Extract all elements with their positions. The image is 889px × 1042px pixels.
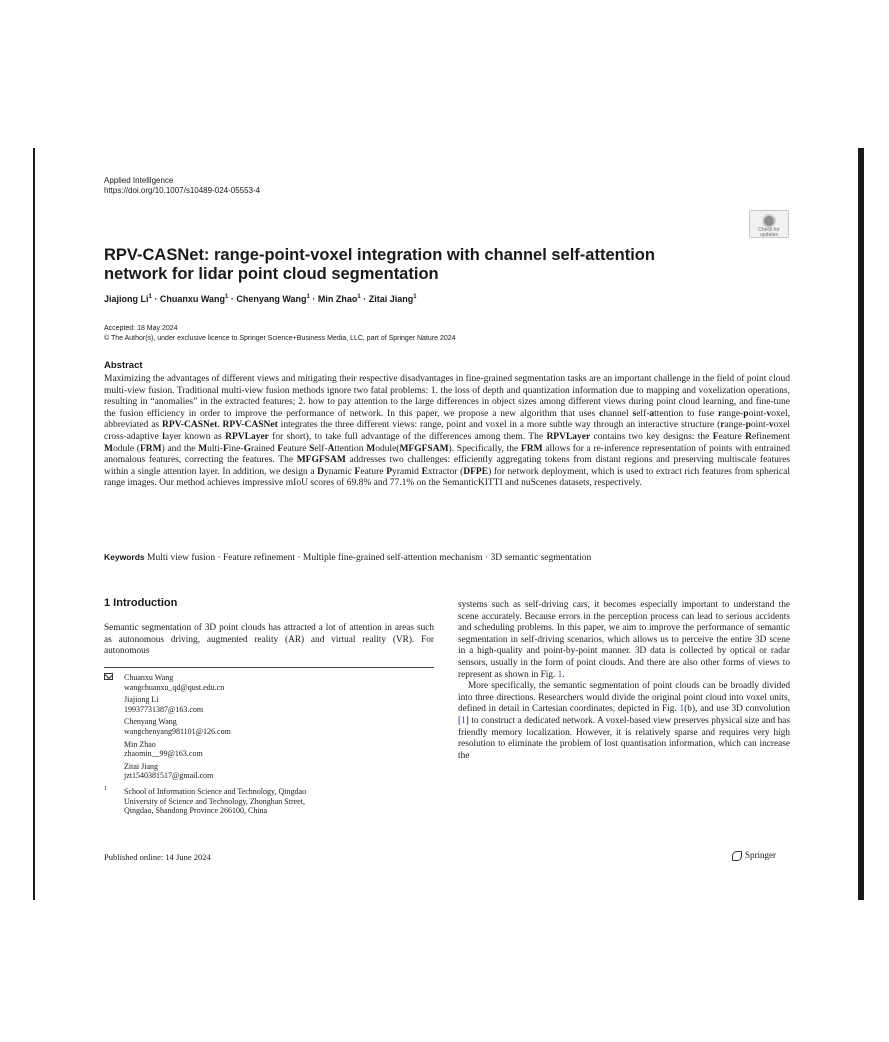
abstract-emphasis: DFPE bbox=[463, 466, 489, 477]
accepted-date: Accepted: 18 May 2024 bbox=[104, 325, 178, 332]
keywords-text: Multi view fusion · Feature refinement · Multiple fine-grained self-attention mechanism · 3D semantic segmentation bbox=[147, 553, 592, 563]
abstract-emphasis: a bbox=[649, 408, 655, 419]
figure-ref-link[interactable]: 1 bbox=[679, 704, 685, 715]
abstract-emphasis: M bbox=[366, 443, 376, 454]
contact-entry bbox=[104, 717, 434, 736]
author-name[interactable]: Chenyang Wang bbox=[236, 294, 307, 304]
journal-header bbox=[104, 176, 260, 196]
abstract-emphasis: v bbox=[766, 408, 772, 419]
author-name[interactable]: Jiajiong Li bbox=[104, 294, 149, 304]
contact-name: Chuanxu Wang bbox=[124, 673, 174, 682]
right-border-bar bbox=[858, 148, 864, 900]
author-affiliation-marker: 1 bbox=[306, 294, 310, 300]
abstract-emphasis: p bbox=[745, 420, 751, 431]
abstract-emphasis: P bbox=[386, 466, 393, 477]
abstract-emphasis: M bbox=[104, 443, 113, 454]
author-name[interactable]: Chuanxu Wang bbox=[159, 294, 226, 304]
affiliation-line: University of Science and Technology, Zhonghan Street, bbox=[124, 796, 305, 806]
contact-entry bbox=[104, 762, 434, 781]
contact-email[interactable]: zhaomin__99@163.com bbox=[124, 749, 203, 759]
abstract-heading: Abstract bbox=[104, 360, 143, 371]
abstract-emphasis: RPVLayer bbox=[546, 431, 591, 442]
abstract-emphasis: F bbox=[712, 431, 719, 442]
abstract-emphasis: r bbox=[720, 420, 725, 431]
paper-page bbox=[104, 176, 790, 876]
abstract-emphasis: RPVLayer bbox=[225, 431, 269, 442]
abstract-emphasis: MFGFSAM bbox=[399, 443, 449, 454]
paper-title: RPV-CASNet: range-point-voxel integration with channel self-attention network for lidar point cloud segmentation bbox=[104, 246, 655, 283]
contact-email[interactable]: wangchuanxu_qd@qust.edu.cn bbox=[124, 682, 225, 692]
intro-paragraph: More specifically, the semantic segmentation of point clouds can be broadly divided into three directions. Researchers would divide the original point cloud into voxel units, defined in detail in Cartesian coordinates, depicted in Fig. 1(b), and use 3D convolution [1] to construct a dedicated network. A voxel-based view preserves physical size and has friendly memory localization. However, it is relatively sparse and requires very high resolution to eliminate the problem of lost quantisation information, which can increase the bbox=[458, 681, 790, 761]
contact-entry bbox=[104, 740, 434, 759]
intro-paragraph: systems such as self-driving cars, it becomes especially important to understand the scene accurately. Because errors in the perception process can lead to serious accidents and scheduling problems. In this paper, we aim to improve the performance of semantic segmentation in self-driving scenarios, which allows us to perceive the entire 3D scene in a high-quality and point-by-point manner. 3D data is collected by optical or radar sensors, usually in the form of point clouds. And there are also other forms of views to represent as shown in Fig. 1. bbox=[458, 600, 790, 680]
article-meta bbox=[104, 324, 456, 344]
abstract-emphasis: E bbox=[421, 466, 428, 477]
copyright-notice: © The Author(s), under exclusive licence to Springer Science+Business Media, LLC, part of Springer Nature 2024 bbox=[104, 335, 456, 342]
author-name[interactable]: Zitai Jiang bbox=[368, 294, 414, 304]
abstract-emphasis: A bbox=[327, 443, 335, 454]
abstract-emphasis: v bbox=[768, 420, 774, 431]
author-affiliation-marker: 1 bbox=[148, 294, 152, 300]
abstract-emphasis: r bbox=[717, 408, 723, 419]
abstract-emphasis: R bbox=[745, 431, 753, 442]
left-border-line bbox=[33, 148, 35, 900]
abstract-emphasis: M bbox=[198, 443, 208, 454]
author-contacts bbox=[104, 673, 434, 816]
author-affiliation-marker: 1 bbox=[357, 294, 361, 300]
publisher-name: Springer bbox=[745, 850, 776, 860]
abstract-emphasis: RPV-CASNet bbox=[222, 420, 278, 431]
intro-left-column: Semantic segmentation of 3D point clouds has attracted a lot of attention in areas such as autonomous driving, augmented reality (AR) and virtual reality (VR). For autonomous bbox=[104, 623, 434, 657]
journal-name: Applied Intelligence bbox=[104, 176, 174, 185]
abstract-emphasis: RPV-CASNet bbox=[162, 420, 218, 431]
citation-link[interactable]: 1 bbox=[461, 715, 466, 726]
abstract-text: Maximizing the advantages of different views and mitigating their respective disadvantages in fine-grained segmentation tasks are an important challenge in the field of point cloud multi-view fusion. Traditional multi-view fusion methods ignore two fatal problems: 1. the loss of depth and quantization information due to mapping and voxelization operations, resulting in “anomalies” in the extracted features; 2. how to pay attention to the large differences in object sizes among different views during point cloud learning, and fine-tune the fusion efficiency in order to improve the performance of network. In this paper, we propose a new algorithm that uses channel self-attention to fuse range-point-voxel, abbreviated as RPV-CASNet. RPV-CASNet integrates the three different views: range, point and voxel in a more subtle way through an interactive structure (range-point-voxel cross-adaptive layer known as RPVLayer for short), to take full advantage of the differences among them. The RPVLayer contains two key designs: the Feature Refinement Module (FRM) and the Multi-Fine-Grained Feature Self-Attention Module(MFGFSAM). Specifically, the FRM allows for a re-inference representation of points with entrained anomalous features, correcting the features. The MFGFSAM addresses two challenges: efficiently aggregating tokens from distant regions and preserving multiscale features within a single attention layer. In addition, we design a Dynamic Feature Pyramid Extractor (DFPE) for network deployment, which is used to extract rich features from spherical range images. Our method achieves impressive mIoU scores of 69.8% and 77.1% on the SemanticKITTI and nuScenes datasets, respectively. bbox=[104, 374, 790, 489]
abstract-emphasis: F bbox=[277, 443, 284, 454]
crossmark-icon bbox=[762, 214, 776, 228]
abstract-emphasis: MFGFSAM bbox=[296, 455, 346, 466]
keywords bbox=[104, 552, 790, 565]
envelope-icon bbox=[104, 673, 113, 680]
abstract-emphasis: G bbox=[243, 443, 251, 454]
contact-entry bbox=[104, 695, 434, 714]
affiliation bbox=[104, 787, 434, 816]
abstract-emphasis: F bbox=[354, 466, 361, 477]
contact-email[interactable]: 19937731387@163.com bbox=[124, 704, 204, 714]
author-affiliation-marker: 1 bbox=[225, 294, 229, 300]
intro-right-column bbox=[458, 600, 790, 762]
keywords-label: Keywords bbox=[104, 552, 145, 562]
abstract-emphasis: F bbox=[222, 443, 229, 454]
author-list: Jiajiong $Li^1$ · Chuanxu Wang$^1$ · Chenyang Wang$^1$ · Min Zhao$^1$ · Zitai Jiang$^1$ bbox=[104, 294, 417, 304]
affiliation-line: School of Information Science and Technology, Qingdao bbox=[124, 786, 307, 796]
doi-link[interactable]: https://doi.org/10.1007/s10489-024-05553-4 bbox=[104, 186, 261, 195]
contact-name: Min Zhao bbox=[124, 739, 156, 749]
affiliation-line: Qingdao, Shandong Province 266100, China bbox=[124, 806, 268, 816]
contact-entry-corresponding bbox=[104, 673, 434, 692]
abstract-emphasis: l bbox=[162, 431, 165, 442]
section-heading-introduction: 1 Introduction bbox=[104, 597, 178, 609]
abstract-emphasis: D bbox=[317, 466, 324, 477]
publisher-logo bbox=[732, 850, 776, 861]
contact-name: Jiajiong Li bbox=[124, 695, 159, 705]
crossmark-label: Check for updates bbox=[758, 227, 780, 238]
figure-ref-link[interactable]: 1 bbox=[557, 669, 563, 680]
abstract-emphasis: FRM bbox=[139, 443, 162, 454]
contact-email[interactable]: wangchenyang981101@126.com bbox=[124, 726, 231, 736]
springer-horse-icon bbox=[732, 851, 742, 861]
affiliation-number: 1 bbox=[104, 785, 107, 792]
footnote-divider bbox=[104, 667, 434, 668]
abstract-emphasis: s bbox=[632, 408, 637, 419]
contact-email[interactable]: jzt1540381517@gmail.com bbox=[124, 771, 214, 781]
abstract-emphasis: p bbox=[743, 408, 749, 419]
contact-name: Zitai Jiang bbox=[124, 761, 158, 771]
abstract-emphasis: FRM bbox=[520, 443, 543, 454]
author-affiliation-marker: 1 bbox=[413, 294, 417, 300]
check-for-updates-badge[interactable] bbox=[749, 210, 789, 238]
published-date: Published online: 14 June 2024 bbox=[104, 852, 211, 862]
author-name[interactable]: Min Zhao bbox=[317, 294, 358, 304]
contact-name: Chenyang Wang bbox=[124, 717, 177, 727]
abstract-emphasis: c bbox=[599, 408, 604, 419]
abstract-emphasis: S bbox=[309, 443, 315, 454]
